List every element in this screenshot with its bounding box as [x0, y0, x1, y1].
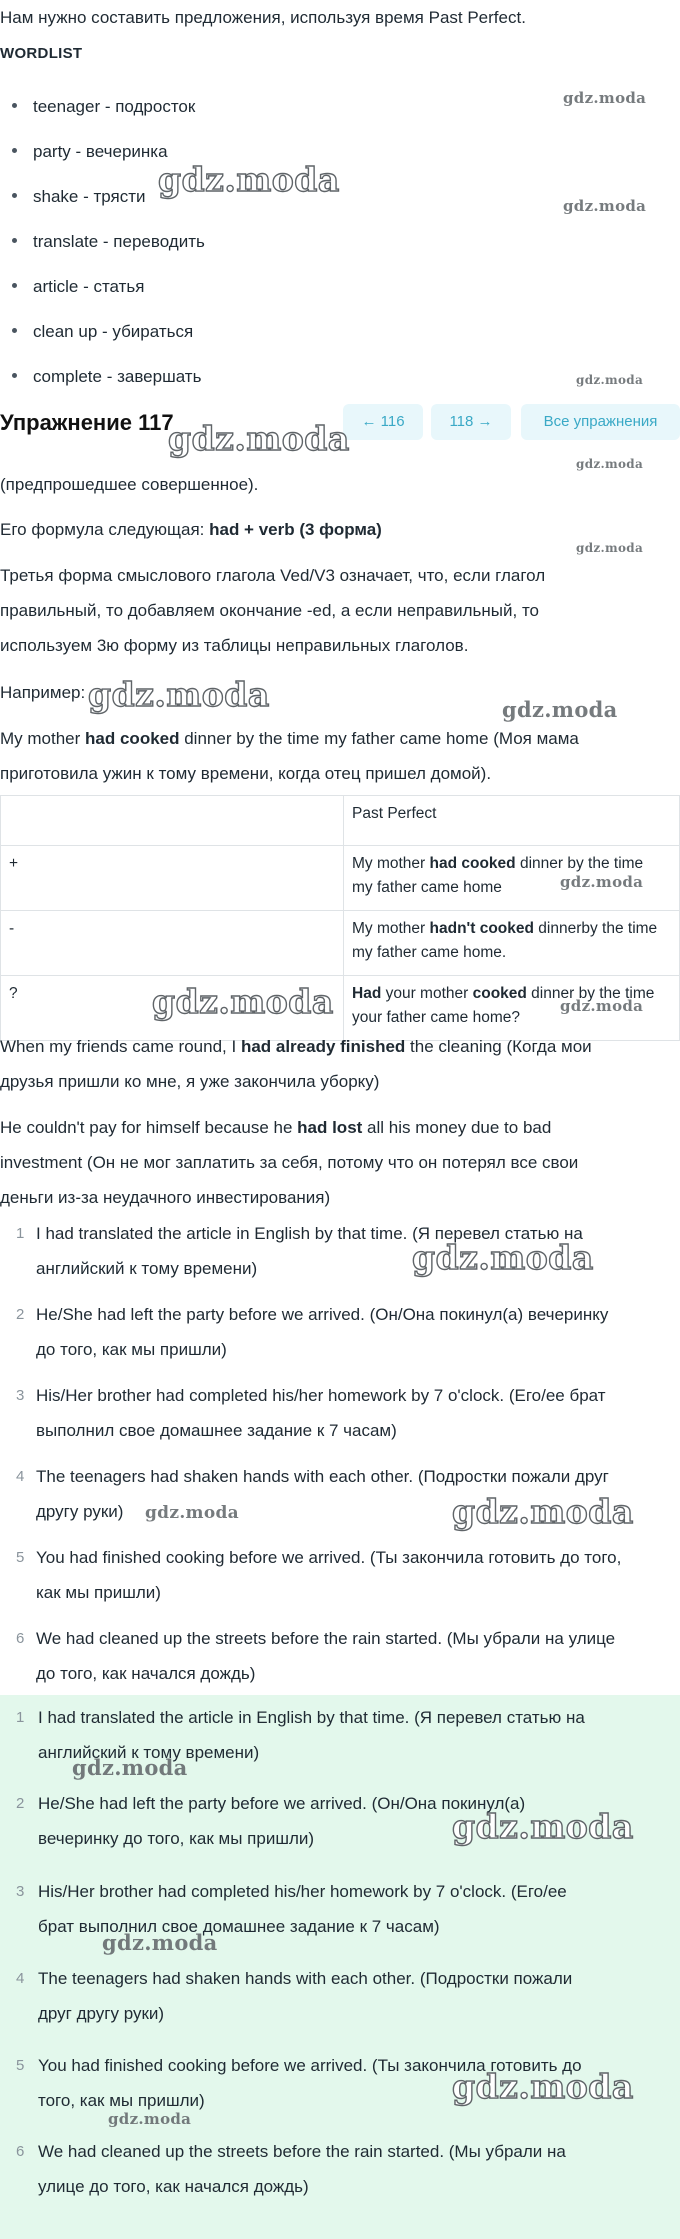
table-row: - My mother hadn't cooked dinnerby the time my father came home.	[1, 911, 680, 976]
watermark: gdz.moda	[560, 873, 644, 891]
exercise-title: Упражнение 117	[0, 410, 174, 435]
third-form-text: Третья форма смыслового глагола Ved/V3 означает, что, если глагол правильный, то добавляем окончание -ed, а если неправильный, то используем 3ю форму из таблицы неправильных глаголов.	[0, 566, 546, 655]
watermark: gdz.moda	[452, 2067, 634, 2106]
theory-line: (предпрошедшее совершенное).	[0, 475, 259, 494]
bullet-icon	[12, 103, 17, 108]
example-sentence: When my friends came round, I had already finished the cleaning (Когда мои друзья пришли ко мне, я уже закончила уборку)	[0, 1037, 592, 1091]
watermark: gdz.moda	[102, 1930, 218, 1955]
list-item: shake - трясти	[12, 185, 146, 209]
watermark: gdz.moda	[152, 982, 334, 1021]
example-label: Например:	[0, 683, 86, 702]
watermark: gdz.moda	[576, 541, 644, 555]
next-exercise-button[interactable]: 118 →	[431, 404, 511, 440]
bullet-icon	[12, 193, 17, 198]
all-exercises-button[interactable]: Все упражнения	[521, 404, 680, 440]
watermark: gdz.moda	[563, 89, 647, 107]
watermark: gdz.moda	[145, 1503, 239, 1523]
list-item: teenager - подросток	[12, 95, 195, 119]
bullet-icon	[12, 283, 17, 288]
prev-exercise-button[interactable]: ← 116	[343, 404, 423, 440]
bullet-icon	[12, 148, 17, 153]
watermark: gdz.moda	[576, 373, 644, 387]
table-row: ? Had your mother cooked dinner by the time your father came home?	[1, 976, 680, 1041]
list-item: translate - переводить	[12, 230, 205, 254]
wordlist-title: WORDLIST	[0, 45, 83, 62]
formula-line: Его формула следующая: had + verb (3 форма)	[0, 520, 382, 539]
bullet-icon	[12, 373, 17, 378]
list-item: article - статья	[12, 275, 144, 299]
watermark: gdz.moda	[158, 160, 340, 199]
watermark: gdz.moda	[452, 1492, 634, 1531]
watermark: gdz.moda	[563, 197, 647, 215]
intro-text: Нам нужно составить предложения, используя время Past Perfect.	[0, 8, 526, 27]
watermark: gdz.moda	[72, 1755, 188, 1780]
bullet-icon	[12, 238, 17, 243]
watermark: gdz.moda	[502, 697, 618, 722]
bullet-icon	[12, 328, 17, 333]
table-row: + My mother had cooked dinner by the time my father came home	[1, 846, 680, 911]
watermark: gdz.moda	[108, 2110, 192, 2128]
table-header: Past Perfect	[344, 796, 680, 846]
example-sentence: My mother had cooked dinner by the time my father came home (Моя мама приготовила ужин к тому времени, когда отец пришел домой).	[0, 729, 579, 783]
formula: had + verb (3 форма)	[209, 520, 382, 539]
watermark: gdz.moda	[452, 1807, 634, 1846]
list-item: party - вечеринка	[12, 140, 168, 164]
table-row	[1, 796, 680, 846]
list-item: clean up - убираться	[12, 320, 193, 344]
watermark: gdz.moda	[412, 1238, 594, 1277]
list-item: complete - завершать	[12, 365, 201, 389]
example-sentence: He couldn't pay for himself because he had lost all his money due to bad investment (Он не мог заплатить за себя, потому что он потерял все свои деньги из-за неудачного инвестирования)	[0, 1118, 579, 1207]
watermark: gdz.moda	[168, 419, 350, 458]
watermark: gdz.moda	[560, 997, 644, 1015]
watermark: gdz.moda	[576, 457, 644, 471]
watermark: gdz.moda	[88, 675, 270, 714]
